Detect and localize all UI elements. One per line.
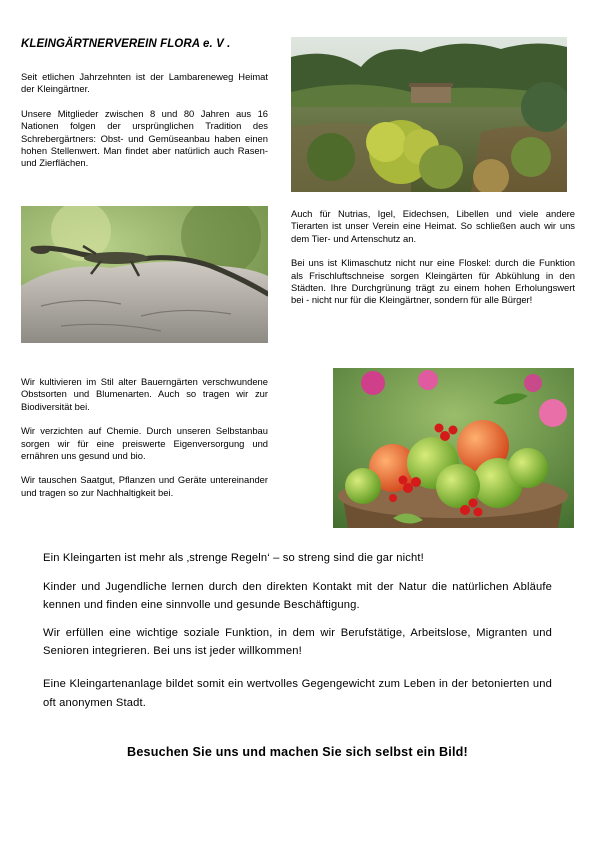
social-paragraph: Wir erfüllen eine wichtige soziale Funktion, in dem wir Berufstätige, Arbeitslose, Migranten und Senioren integrieren. Bei uns ist jeder willkommen! xyxy=(43,626,552,658)
animals-paragraph: Auch für Nutrias, Igel, Eidechsen, Libellen und viele andere Tierarten ist unser Verein eine Heimat. So schließen auch wir uns dem Tier- und Artenschutz an. xyxy=(291,208,575,244)
intro-paragraph-2: Unsere Mitglieder zwischen 8 und 80 Jahren aus 16 Nationen folgen der ursprünglichen Tradition des Schrebergärtners: Obst- und Gemüseanbau haben einen hohen Stellenwert. Man findet aber natürlich auch Rasen- und Zierflächen. xyxy=(21,107,268,169)
exchange-paragraph: Wir tauschen Saatgut, Pflanzen und Geräte untereinander und tragen so zur Nachhaltigkeit bei. xyxy=(21,474,268,498)
lizard-photo xyxy=(21,206,268,343)
main-text-section xyxy=(43,549,552,712)
intro-paragraph-1: Seit etlichen Jahrzehnten ist der Lambareneweg Heimat der Kleingärtner. xyxy=(21,71,268,95)
fruit-bowl-photo xyxy=(333,368,574,528)
rules-paragraph: Ein Kleingarten ist mehr als ‚strenge Regeln‘ – so streng sind die gar nicht! xyxy=(43,552,424,564)
children-paragraph: Kinder und Jugendliche lernen durch den direkten Kontakt mit der Natur die natürlichen Abläufe kennen und finden eine sinnvolle und gesunde Beschäftigung. xyxy=(43,580,552,612)
climate-paragraph: Bei uns ist Klimaschutz nicht nur eine Floskel: durch die Funktion als Frischluftschneise sorgen Kleingärten für Abkühlung in den Städten. Ihre Durchgrünung trägt zu einem hohen Erholungswert bei - nicht nur für die Kleingärtner, sondern für alle Bürger! xyxy=(291,257,575,306)
page-title: KLEINGÄRTNERVEREIN FLORA e. V . xyxy=(21,38,231,50)
garden-photo xyxy=(291,37,567,192)
biodiversity-section xyxy=(21,376,268,499)
chemistry-paragraph: Wir verzichten auf Chemie. Durch unseren Selbstanbau sorgen wir für eine preiswerte Eigenversorgung und ernähren uns gesund und bio. xyxy=(21,425,268,462)
intro-section xyxy=(21,71,268,170)
call-to-action: Besuchen Sie uns und machen Sie sich selbst ein Bild! xyxy=(127,745,468,759)
counterweight-paragraph: Eine Kleingartenanlage bildet somit ein wertvolles Gegengewicht zum Leben in der betonierten und oft anonymen Stadt. xyxy=(43,677,552,709)
cultivate-paragraph: Wir kultivieren im Stil alter Bauerngärten verschwundene Obstsorten und Blumenarten. Auch so tragen wir zur Biodiversität bei. xyxy=(21,376,268,412)
animals-climate-section xyxy=(291,208,575,307)
